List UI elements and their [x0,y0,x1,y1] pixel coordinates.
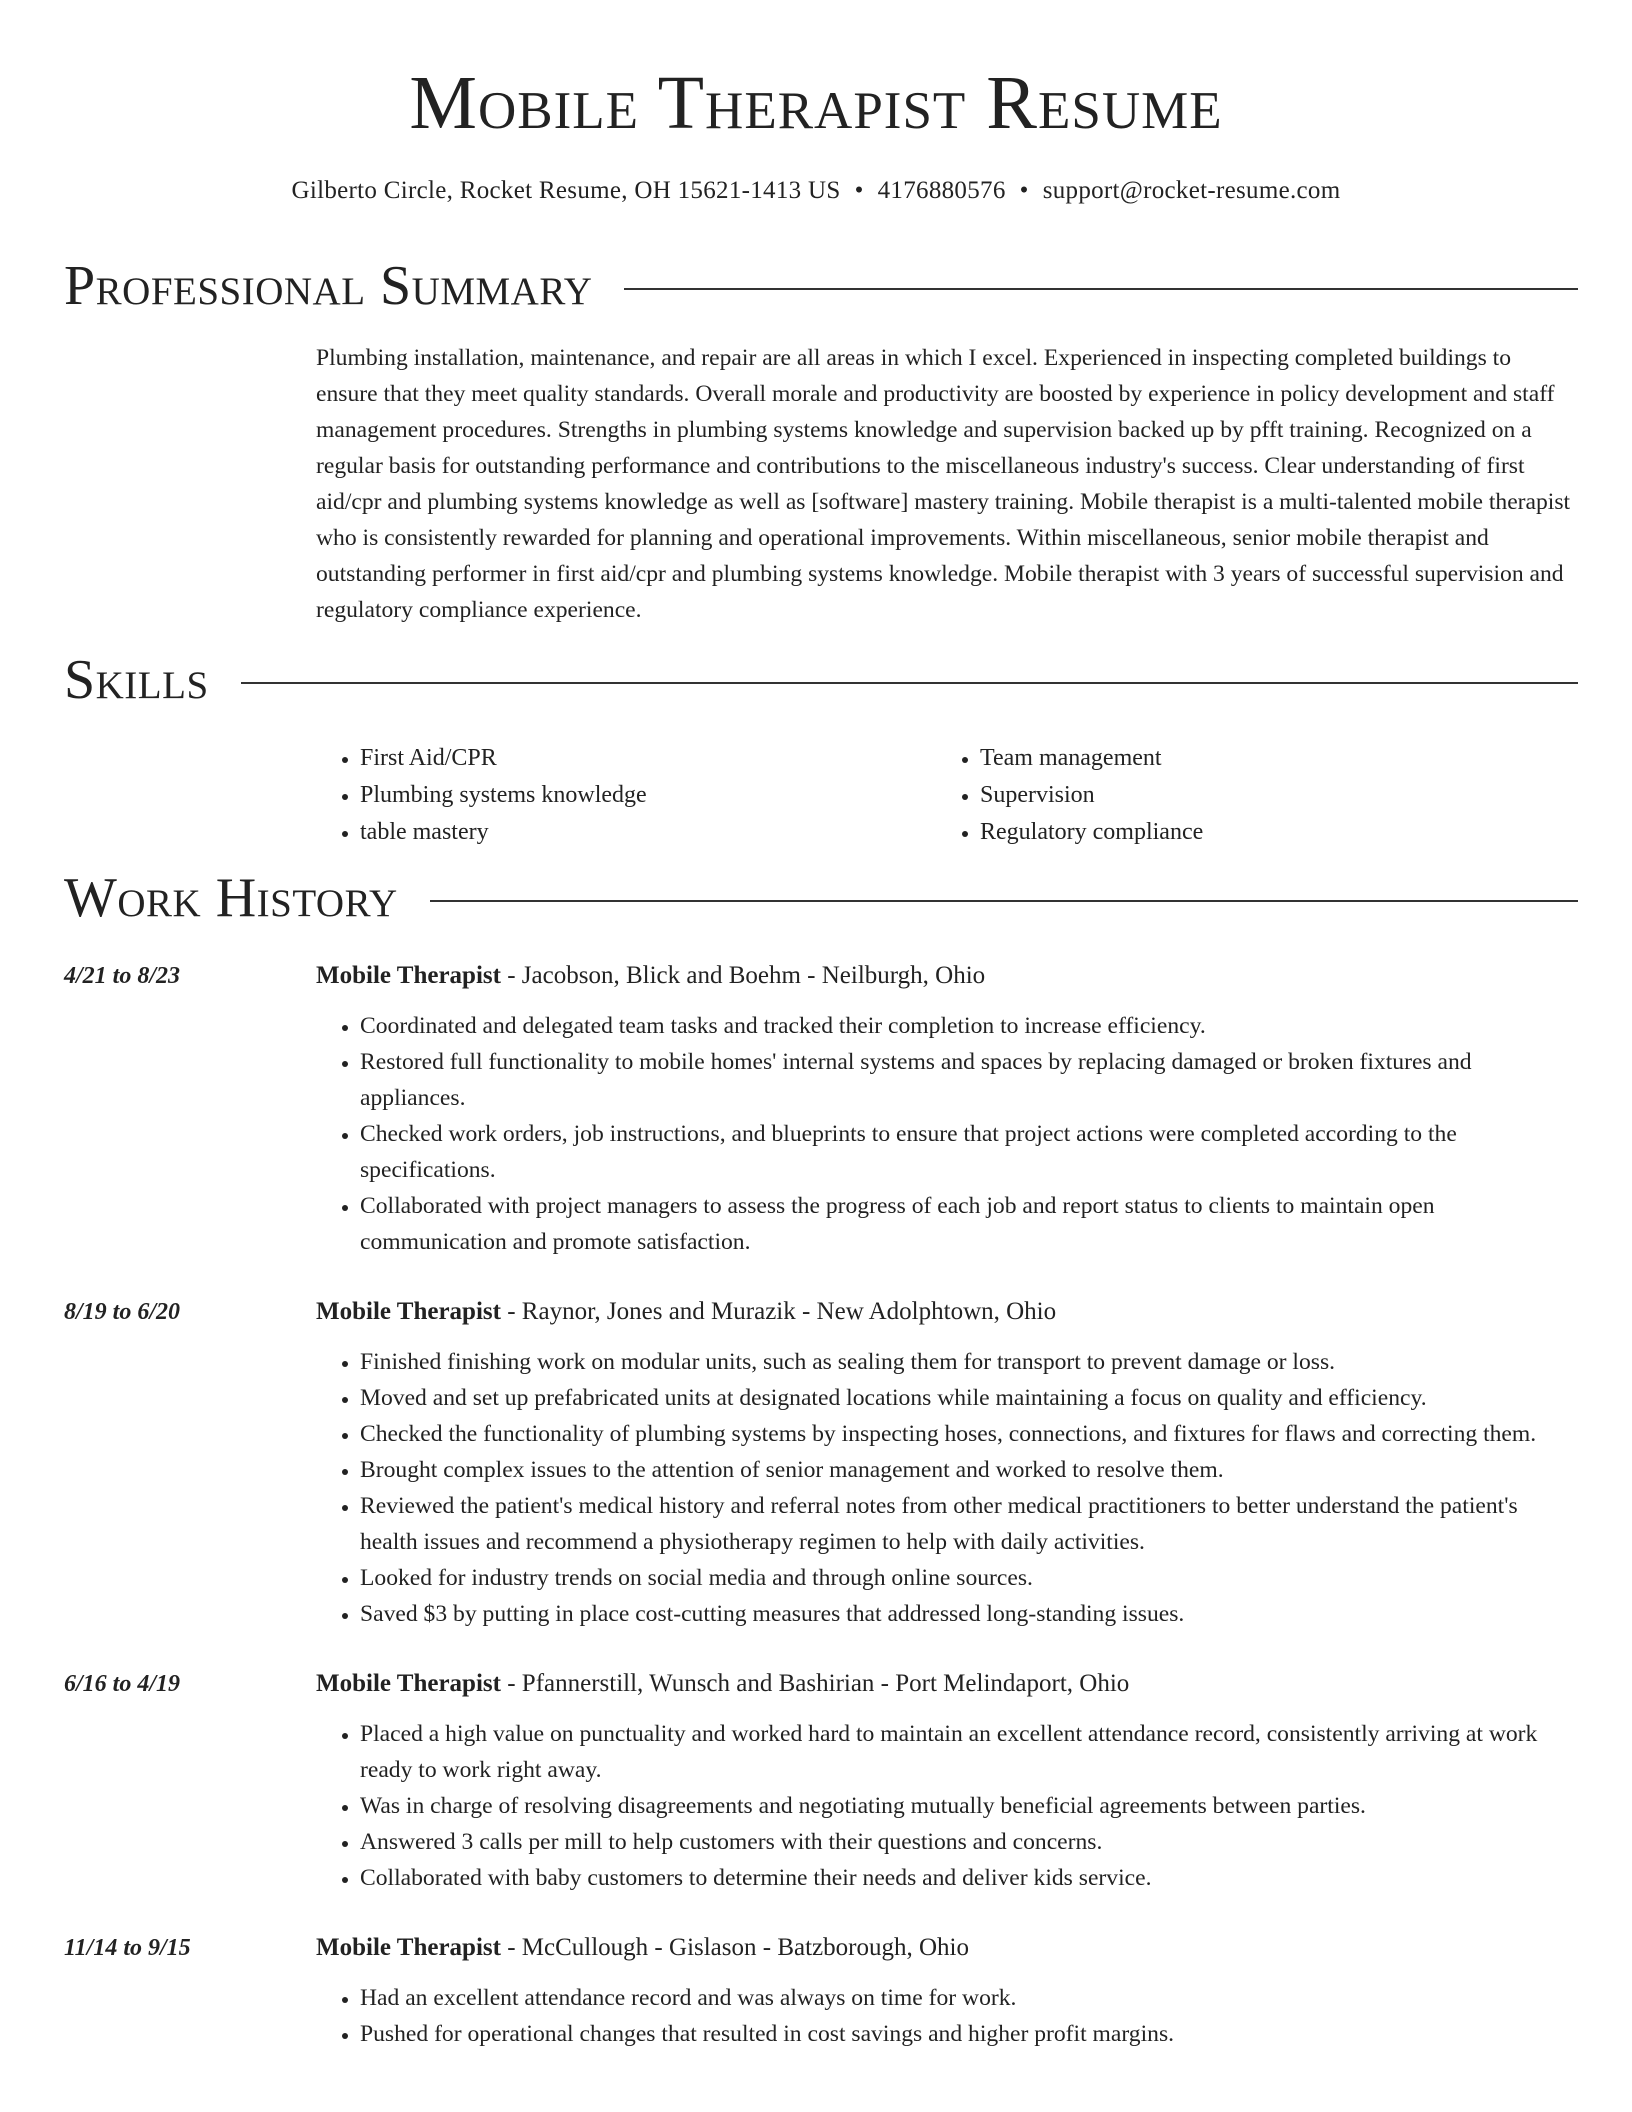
job-header [316,958,1578,994]
job-company: - Jacobson, Blick and Boehm - Neilburgh, Ohio [500,962,986,989]
skill-item: • table mastery [360,814,936,851]
contact-email[interactable]: support@rocket-resume.com [1042,177,1341,204]
job-entry [0,1294,1632,1632]
job-title: Mobile Therapist [316,1670,501,1697]
job-header [316,1666,1578,1702]
contact-separator: • [1019,177,1029,204]
section-divider [241,682,1578,684]
job-bullets [0,1980,1578,2052]
skills-column-left [316,740,936,851]
professional-summary: Plumbing installation, maintenance, and repair are all areas in which I excel. Experienced in inspecting completed buildings to ensure that they meet quality standards. Overall morale and productivity are boosted by experience in policy development and staff management procedures. Strengths in plumbing systems knowledge and supervision backed up by pfft training. Recognized on a regular basis for outstanding performance and contributions to the miscellaneous industry's success. Clear understanding of first aid/cpr and plumbing systems knowledge as well as [software] mastery training. Mobile therapist is a multi-talented mobile therapist who is consistently rewarded for planning and operational improvements. Within miscellaneous, senior mobile therapist and outstanding performer in first aid/cpr and plumbing systems knowledge. Mobile therapist with 3 years of successful supervision and regulatory compliance experience. [316,345,1571,623]
summary-heading: Professional Summary [64,255,593,317]
work-section-header [64,866,1578,930]
skill-item: • Regulatory compliance [980,814,1556,851]
job-header [316,1294,1578,1330]
work-heading: Work History [64,867,398,929]
job-bullet: • Answered 3 calls per mill to help customers with their questions and concerns. [360,1824,1578,1860]
job-bullet: • Checked the functionality of plumbing systems by inspecting hoses, connections, and fixtures for flaws and correcting them. [360,1416,1578,1452]
skill-item: • Supervision [980,777,1556,814]
job-bullet: • Moved and set up prefabricated units at designated locations while maintaining a focus on quality and efficiency. [360,1380,1578,1416]
job-bullet: • Restored full functionality to mobile homes' internal systems and spaces by replacing damaged or broken fixtures and appliances. [360,1044,1578,1116]
job-bullet: • Was in charge of resolving disagreements and negotiating mutually beneficial agreements between parties. [360,1788,1578,1824]
skills-section-header [64,648,1578,712]
section-divider [624,288,1578,290]
job-dates: 4/21 to 8/23 [64,963,181,989]
work-history-list [0,958,1632,2086]
job-title: Mobile Therapist [316,1298,501,1325]
job-bullet: • Collaborated with baby customers to determine their needs and deliver kids service. [360,1860,1578,1896]
job-dates: 8/19 to 6/20 [64,1299,181,1325]
skills-heading: Skills [64,649,209,711]
job-bullet: • Coordinated and delegated team tasks and tracked their completion to increase efficiency. [360,1008,1578,1044]
job-bullets [0,1008,1578,1260]
contact-phone: 4176880576 [877,177,1006,204]
skills-column-right [936,740,1556,851]
resume-title: Mobile Therapist Resume [409,61,1223,145]
job-bullet: • Saved $3 by putting in place cost-cutting measures that addressed long-standing issues. [360,1596,1578,1632]
job-company: - Raynor, Jones and Murazik - New Adolphtown, Ohio [500,1298,1057,1325]
job-title: Mobile Therapist [316,962,501,989]
job-bullet: • Reviewed the patient's medical history and referral notes from other medical practitioners to better understand the patient's health issues and recommend a physiotherapy regimen to help with daily activities. [360,1488,1578,1560]
contact-address: Gilberto Circle, Rocket Resume, OH 15621-1413 US [291,177,841,204]
job-bullets [0,1344,1578,1632]
job-entry [0,1666,1632,1896]
job-entry [0,958,1632,1260]
job-bullet: • Finished finishing work on modular units, such as sealing them for transport to prevent damage or loss. [360,1344,1578,1380]
job-bullet: • Brought complex issues to the attention of senior management and worked to resolve them. [360,1452,1578,1488]
job-bullets [0,1716,1578,1896]
section-divider [430,900,1578,902]
job-bullet: • Looked for industry trends on social media and through online sources. [360,1560,1578,1596]
contact-separator: • [854,177,864,204]
job-title: Mobile Therapist [316,1934,501,1961]
job-bullet: • Collaborated with project managers to assess the progress of each job and report status to clients to maintain open communication and promote satisfaction. [360,1188,1578,1260]
skill-item: • First Aid/CPR [360,740,936,777]
skill-item: • Team management [980,740,1556,777]
job-bullet: • Checked work orders, job instructions, and blueprints to ensure that project actions were completed according to the specifications. [360,1116,1578,1188]
skill-item: • Plumbing systems knowledge [360,777,936,814]
job-dates: 6/16 to 4/19 [64,1671,181,1697]
skills-list [316,740,1578,851]
job-bullet: • Placed a high value on punctuality and worked hard to maintain an excellent attendance record, consistently arriving at work ready to work right away. [360,1716,1578,1788]
job-bullet: • Pushed for operational changes that resulted in cost savings and higher profit margins. [360,2016,1578,2052]
job-company: - Pfannerstill, Wunsch and Bashirian - Port Melindaport, Ohio [500,1670,1130,1697]
contact-line [0,174,1632,208]
job-bullet: • Had an excellent attendance record and was always on time for work. [360,1980,1578,2016]
job-entry [0,1930,1632,2052]
job-header [316,1930,1578,1966]
summary-section-header [64,254,1578,318]
job-dates: 11/14 to 9/15 [64,1935,191,1961]
job-company: - McCullough - Gislason - Batzborough, Ohio [500,1934,969,1961]
